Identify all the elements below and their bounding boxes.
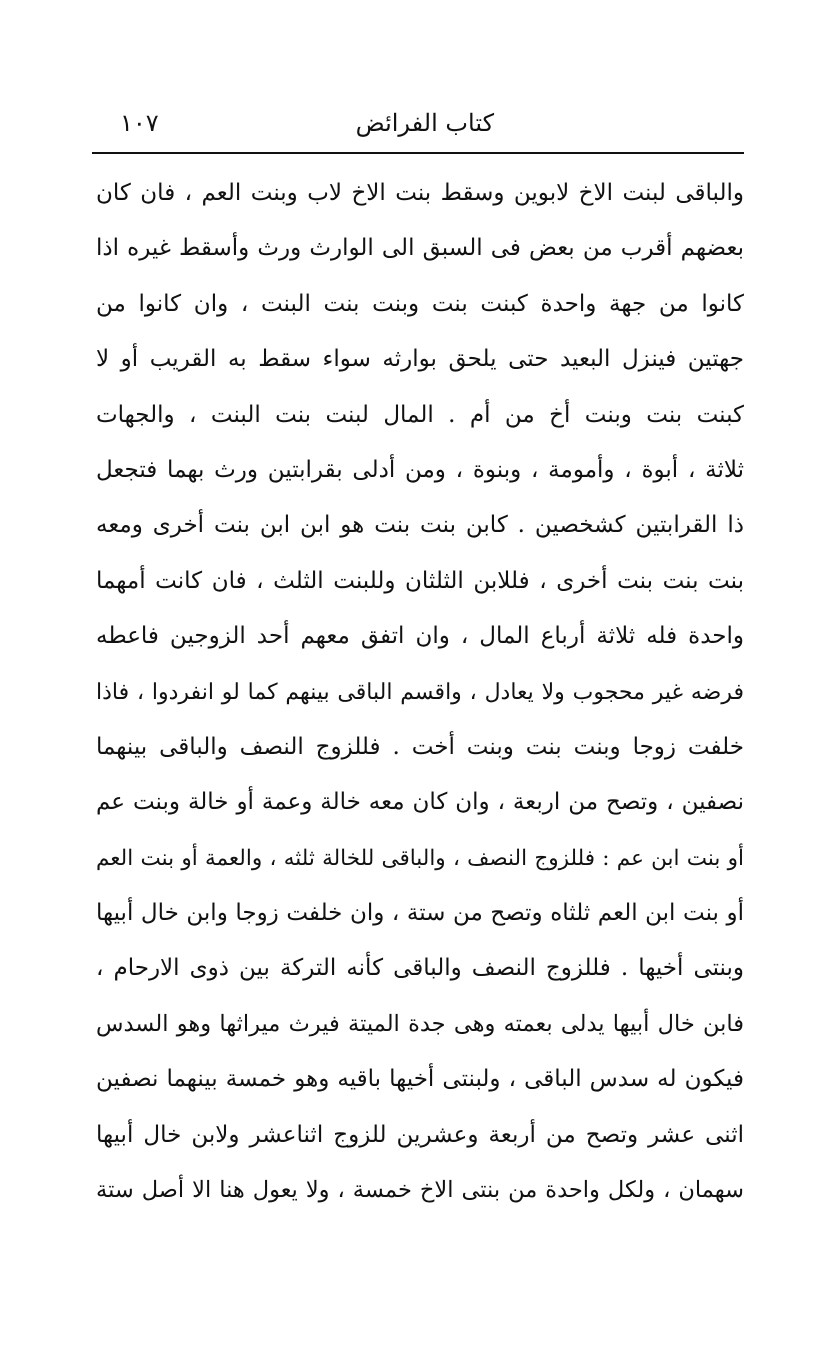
text-line: والباقى لبنت الاخ لابوين وسقط بنت الاخ لاب وبنت العم ، فان كان: [96, 180, 744, 206]
running-title: كتاب الفرائض: [355, 109, 494, 137]
text-line: كانوا من جهة واحدة كبنت بنت وبنت بنت البنت ، وان كانوا من: [96, 290, 744, 317]
text-line: بعضهم أقرب من بعض فى السبق الى الوارث ورث وأسقط غيره اذا: [96, 235, 744, 262]
text-line: ثلاثة ، أبوة ، وأمومة ، وبنوة ، ومن أدلى بقرابتين ورث بهما فتجعل: [96, 456, 744, 483]
text-line: فابن خال أبيها يدلى بعمته وهى جدة الميتة فيرث ميراثها وهو السدس: [96, 1010, 744, 1037]
text-line: جهتين فينزل البعيد حتى يلحق بوارثه سواء سقط به القريب أو لا: [96, 346, 744, 373]
text-line: وبنتى أخيها . فللزوج النصف والباقى كأنه التركة بين ذوى الارحام ،: [96, 955, 744, 982]
page-number: ١٠٧: [120, 109, 159, 137]
text-line: كبنت بنت وبنت أخ من أم . المال لبنت بنت البنت ، والجهات: [96, 401, 744, 428]
header-rule: [92, 152, 744, 154]
text-line: أو بنت ابن عم : فللزوج النصف ، والباقى للخالة ثلثه ، والعمة أو بنت العم: [96, 845, 744, 871]
text-line: اثنى عشر وتصح من أربعة وعشرين للزوج اثناعشر ولابن خال أبيها: [96, 1121, 744, 1148]
text-line: سهمان ، ولكل واحدة من بنتى الاخ خمسة ، ولا يعول هنا الا أصل ستة: [96, 1177, 744, 1204]
text-line: فيكون له سدس الباقى ، ولبنتى أخيها باقيه وهو خمسة بينهما نصفين: [96, 1066, 744, 1093]
text-line: فرضه غير محجوب ولا يعادل ، واقسم الباقى بينهم كما لو انفردوا ، فاذا: [96, 679, 744, 705]
text-line: خلفت زوجا وبنت بنت وبنت أخت . فللزوج النصف والباقى بينهما: [96, 733, 744, 760]
text-line: نصفين ، وتصح من اربعة ، وان كان معه خالة وعمة أو خالة وبنت عم: [96, 789, 744, 816]
text-line: ذا القرابتين كشخصين . كابن بنت بنت هو ابن ابن بنت أخرى ومعه: [96, 512, 744, 539]
text-line: بنت بنت بنت أخرى ، فللابن الثلثان وللبنت الثلث ، فان كانت أمهما: [96, 567, 744, 594]
text-line: أو بنت ابن العم ثلثاه وتصح من ستة ، وان خلفت زوجا وابن خال أبيها: [96, 900, 744, 927]
text-line: واحدة فله ثلاثة أرباع المال ، وان اتفق معهم أحد الزوجين فاعطه: [96, 623, 744, 650]
body-text: [96, 166, 744, 1218]
page-header: [92, 102, 744, 150]
